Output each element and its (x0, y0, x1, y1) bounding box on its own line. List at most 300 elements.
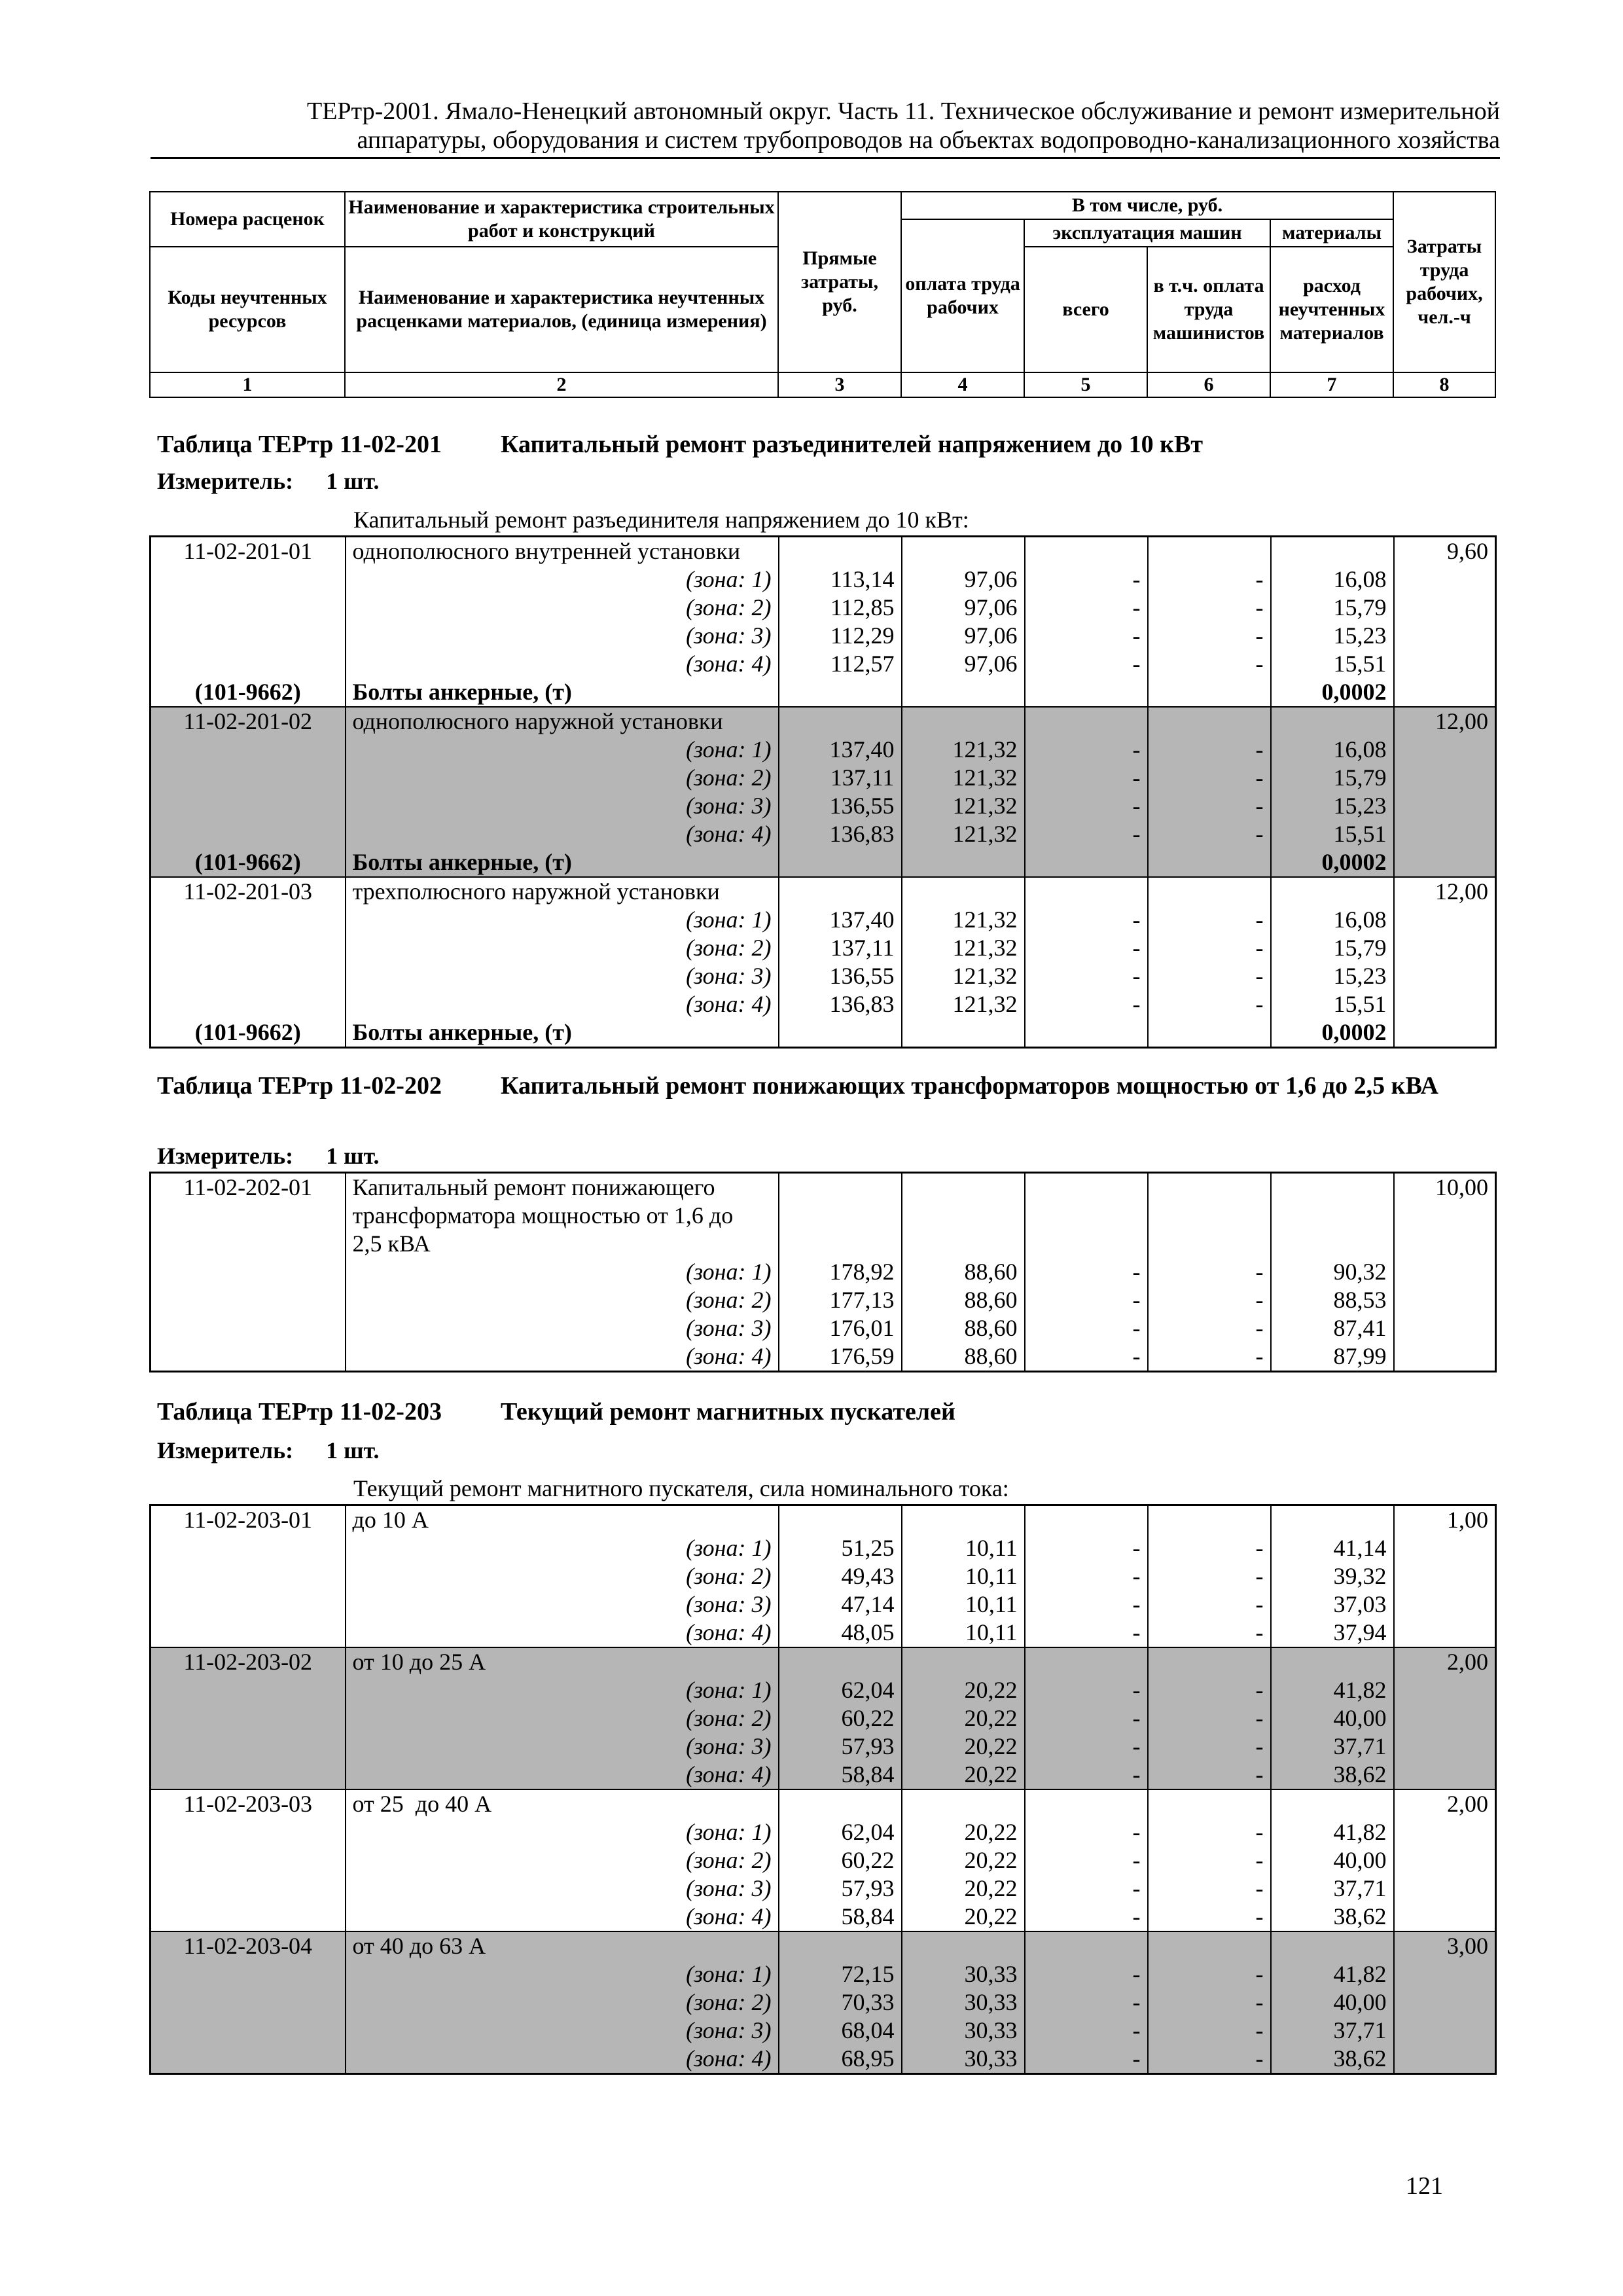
materials: 41,82 (1271, 1960, 1394, 1988)
machinist-pay: - (1148, 1534, 1271, 1562)
machine-total: - (1025, 1676, 1148, 1704)
col-number-7: 7 (1270, 372, 1393, 397)
resource-qty: 0,0002 (1271, 678, 1394, 707)
table-row (151, 792, 1496, 820)
section-note: Капитальный ремонт разъединителя напряжением до 10 кВт: (353, 507, 969, 533)
materials: 37,94 (1271, 1619, 1394, 1647)
machine-total: - (1025, 565, 1148, 594)
rate-name: до 10 А (346, 1505, 779, 1535)
table-title: Капитальный ремонт понижающих трансформаторов мощностью от 1,6 до 2,5 кВА (501, 1072, 1438, 1100)
materials: 90,32 (1271, 1258, 1394, 1286)
machinist-pay: - (1148, 1314, 1271, 1342)
table-row (151, 990, 1496, 1018)
materials: 16,08 (1271, 565, 1394, 594)
direct-cost: 137,40 (779, 736, 902, 764)
measure-label: Измеритель: (157, 468, 294, 494)
measure-line (157, 1437, 379, 1463)
rate-code: 11-02-201-02 (151, 707, 346, 736)
col-resource-codes: Коды неучтенных ресурсов (150, 247, 345, 372)
labor-cost: 10,00 (1394, 1173, 1496, 1259)
zone-label: (зона: 3) (346, 2017, 779, 2045)
machinist-pay: - (1148, 2045, 1271, 2074)
materials: 16,08 (1271, 906, 1394, 934)
col-materials-consumption: расход неучтенных материалов (1270, 247, 1393, 372)
running-header (151, 97, 1500, 159)
table-row (151, 1647, 1496, 1676)
materials: 15,79 (1271, 764, 1394, 792)
machine-total: - (1025, 1988, 1148, 2017)
section-title (157, 1071, 1486, 1101)
table-row (151, 1314, 1496, 1342)
table-title: Текущий ремонт магнитных пускателей (501, 1398, 955, 1426)
table-row (151, 1874, 1496, 1903)
col-number-3: 3 (778, 372, 901, 397)
resource-row (151, 848, 1496, 877)
materials: 16,08 (1271, 736, 1394, 764)
labor-pay: 88,60 (902, 1258, 1025, 1286)
resource-row (151, 678, 1496, 707)
zone-label: (зона: 4) (346, 2045, 779, 2074)
table-row (151, 1988, 1496, 2017)
machine-total: - (1025, 1314, 1148, 1342)
table-row (151, 934, 1496, 962)
rate-name: трехполюсного наружной установки (346, 877, 779, 906)
zone-label: (зона: 3) (346, 1732, 779, 1761)
labor-pay: 121,32 (902, 934, 1025, 962)
direct-cost: 176,01 (779, 1314, 902, 1342)
table-row (151, 1761, 1496, 1789)
col-material-name: Наименование и характеристика неучтенных расценками материалов, (единица измерения) (345, 247, 778, 372)
table-row (151, 1505, 1496, 1535)
materials: 15,79 (1271, 594, 1394, 622)
machine-total: - (1025, 1258, 1148, 1286)
materials: 40,00 (1271, 1704, 1394, 1732)
labor-pay: 20,22 (902, 1846, 1025, 1874)
materials: 40,00 (1271, 1846, 1394, 1874)
table-row (151, 1258, 1496, 1286)
machinist-pay: - (1148, 1704, 1271, 1732)
zone-label: (зона: 1) (346, 1676, 779, 1704)
machinist-pay: - (1148, 565, 1271, 594)
zone-label: (зона: 1) (346, 1534, 779, 1562)
zone-label: (зона: 2) (346, 1846, 779, 1874)
direct-cost: 72,15 (779, 1960, 902, 1988)
materials: 15,23 (1271, 622, 1394, 650)
machinist-pay: - (1148, 1562, 1271, 1590)
direct-cost: 60,22 (779, 1846, 902, 1874)
resource-name: Болты анкерные, (т) (346, 678, 779, 707)
rates-table (149, 1504, 1497, 2075)
direct-cost: 68,04 (779, 2017, 902, 2045)
labor-pay: 30,33 (902, 1960, 1025, 1988)
machinist-pay: - (1148, 1619, 1271, 1647)
measure-value: 1 шт. (326, 1437, 380, 1463)
zone-label: (зона: 4) (346, 1903, 779, 1931)
direct-cost: 136,83 (779, 820, 902, 848)
materials: 41,82 (1271, 1676, 1394, 1704)
direct-cost: 57,93 (779, 1874, 902, 1903)
labor-pay: 30,33 (902, 2017, 1025, 2045)
machine-total: - (1025, 1818, 1148, 1846)
labor-pay: 20,22 (902, 1704, 1025, 1732)
page-number: 121 (1406, 2172, 1443, 2200)
labor-pay: 97,06 (902, 650, 1025, 678)
labor-pay: 121,32 (902, 764, 1025, 792)
machinist-pay: - (1148, 2017, 1271, 2045)
labor-cost: 2,00 (1394, 1647, 1496, 1676)
zone-label: (зона: 4) (346, 1619, 779, 1647)
labor-pay: 10,11 (902, 1590, 1025, 1619)
materials: 38,62 (1271, 1903, 1394, 1931)
machine-total: - (1025, 594, 1148, 622)
labor-cost: 3,00 (1394, 1931, 1496, 1960)
labor-pay: 20,22 (902, 1732, 1025, 1761)
direct-cost: 47,14 (779, 1590, 902, 1619)
zone-label: (зона: 3) (346, 1590, 779, 1619)
rate-name: от 10 до 25 А (346, 1647, 779, 1676)
labor-pay: 10,11 (902, 1534, 1025, 1562)
column-header-table (149, 191, 1496, 398)
machine-total: - (1025, 1874, 1148, 1903)
col-work-name: Наименование и характеристика строительных работ и конструкций (345, 192, 778, 247)
labor-pay: 88,60 (902, 1342, 1025, 1372)
resource-code: (101-9662) (151, 678, 346, 707)
materials: 37,03 (1271, 1590, 1394, 1619)
table-row (151, 736, 1496, 764)
machinist-pay: - (1148, 1676, 1271, 1704)
table-row (151, 650, 1496, 678)
col-number-5: 5 (1024, 372, 1147, 397)
table-row (151, 1846, 1496, 1874)
table-row (151, 1960, 1496, 1988)
zone-label: (зона: 2) (346, 594, 779, 622)
labor-pay: 88,60 (902, 1286, 1025, 1314)
machine-total: - (1025, 1590, 1148, 1619)
labor-pay: 20,22 (902, 1761, 1025, 1789)
labor-pay: 121,32 (902, 962, 1025, 990)
labor-pay: 20,22 (902, 1903, 1025, 1931)
materials: 15,23 (1271, 962, 1394, 990)
measure-line (157, 1143, 379, 1169)
table-row (151, 906, 1496, 934)
resource-code: (101-9662) (151, 1018, 346, 1048)
machinist-pay: - (1148, 1258, 1271, 1286)
zone-label: (зона: 3) (346, 1314, 779, 1342)
table-row (151, 1903, 1496, 1931)
zone-label: (зона: 4) (346, 1761, 779, 1789)
table-row (151, 764, 1496, 792)
section-note: Текущий ремонт магнитного пускателя, сила номинального тока: (353, 1475, 1009, 1501)
materials: 41,82 (1271, 1818, 1394, 1846)
zone-label: (зона: 4) (346, 820, 779, 848)
direct-cost: 58,84 (779, 1903, 902, 1931)
materials: 38,62 (1271, 2045, 1394, 2074)
zone-label: (зона: 1) (346, 906, 779, 934)
col-materials: материалы (1270, 219, 1393, 247)
table-row (151, 2017, 1496, 2045)
materials: 39,32 (1271, 1562, 1394, 1590)
direct-cost: 57,93 (779, 1732, 902, 1761)
direct-cost: 62,04 (779, 1818, 902, 1846)
direct-cost: 178,92 (779, 1258, 902, 1286)
zone-label: (зона: 3) (346, 962, 779, 990)
col-machinist-pay: в т.ч. оплата труда машинистов (1147, 247, 1270, 372)
resource-code: (101-9662) (151, 848, 346, 877)
zone-label: (зона: 1) (346, 1960, 779, 1988)
table-row (151, 594, 1496, 622)
machine-total: - (1025, 1342, 1148, 1372)
machine-total: - (1025, 1903, 1148, 1931)
col-direct-costs: Прямые затраты, руб. (778, 192, 901, 372)
labor-pay: 121,32 (902, 820, 1025, 848)
direct-cost: 112,85 (779, 594, 902, 622)
labor-cost: 2,00 (1394, 1789, 1496, 1818)
col-number-6: 6 (1147, 372, 1270, 397)
labor-pay: 121,32 (902, 906, 1025, 934)
machinist-pay: - (1148, 1342, 1271, 1372)
materials: 41,14 (1271, 1534, 1394, 1562)
direct-cost: 112,29 (779, 622, 902, 650)
materials: 15,51 (1271, 820, 1394, 848)
zone-label: (зона: 1) (346, 1818, 779, 1846)
zone-label: (зона: 2) (346, 1704, 779, 1732)
table-row (151, 1562, 1496, 1590)
labor-pay: 20,22 (902, 1818, 1025, 1846)
rate-code: 11-02-203-02 (151, 1647, 346, 1676)
machinist-pay: - (1148, 934, 1271, 962)
table-row (151, 962, 1496, 990)
section-title (157, 1397, 1486, 1427)
table-row (151, 622, 1496, 650)
table-row (151, 1534, 1496, 1562)
materials: 40,00 (1271, 1988, 1394, 2017)
labor-cost: 9,60 (1394, 537, 1496, 566)
direct-cost: 137,11 (779, 934, 902, 962)
table-code: Таблица ТЕРтр 11-02-203 (157, 1398, 442, 1426)
table-row (151, 1818, 1496, 1846)
machinist-pay: - (1148, 1590, 1271, 1619)
direct-cost: 60,22 (779, 1704, 902, 1732)
table-row (151, 820, 1496, 848)
machinist-pay: - (1148, 736, 1271, 764)
table-row (151, 1931, 1496, 1960)
rate-name: однополюсного внутренней установки (346, 537, 779, 566)
col-machine-ops: эксплуатация машин (1024, 219, 1270, 247)
rate-code: 11-02-201-03 (151, 877, 346, 906)
direct-cost: 49,43 (779, 1562, 902, 1590)
zone-label: (зона: 4) (346, 650, 779, 678)
zone-label: (зона: 4) (346, 1342, 779, 1372)
direct-cost: 177,13 (779, 1286, 902, 1314)
table-row (151, 1704, 1496, 1732)
machinist-pay: - (1148, 1761, 1271, 1789)
zone-label: (зона: 2) (346, 1988, 779, 2017)
resource-qty: 0,0002 (1271, 848, 1394, 877)
machinist-pay: - (1148, 1903, 1271, 1931)
table-row (151, 1676, 1496, 1704)
machine-total: - (1025, 1704, 1148, 1732)
machine-total: - (1025, 2017, 1148, 2045)
labor-pay: 10,11 (902, 1619, 1025, 1647)
machinist-pay: - (1148, 650, 1271, 678)
table-row (151, 1173, 1496, 1259)
col-machine-total: всего (1024, 247, 1147, 372)
machine-total: - (1025, 1619, 1148, 1647)
rate-code: 11-02-201-01 (151, 537, 346, 566)
machine-total: - (1025, 1534, 1148, 1562)
zone-label: (зона: 3) (346, 1874, 779, 1903)
machine-total: - (1025, 764, 1148, 792)
direct-cost: 62,04 (779, 1676, 902, 1704)
direct-cost: 136,55 (779, 962, 902, 990)
zone-label: (зона: 3) (346, 622, 779, 650)
zone-label: (зона: 4) (346, 990, 779, 1018)
direct-cost: 68,95 (779, 2045, 902, 2074)
table-row (151, 537, 1496, 566)
direct-cost: 176,59 (779, 1342, 902, 1372)
labor-pay: 121,32 (902, 736, 1025, 764)
labor-pay: 97,06 (902, 565, 1025, 594)
direct-cost: 51,25 (779, 1534, 902, 1562)
table-row (151, 1342, 1496, 1372)
machine-total: - (1025, 2045, 1148, 2074)
measure-value: 1 шт. (326, 1143, 380, 1169)
table-row (151, 1619, 1496, 1647)
col-number-1: 1 (150, 372, 345, 397)
rate-code: 11-02-202-01 (151, 1173, 346, 1259)
direct-cost: 137,11 (779, 764, 902, 792)
machinist-pay: - (1148, 1874, 1271, 1903)
materials: 87,41 (1271, 1314, 1394, 1342)
materials: 37,71 (1271, 1874, 1394, 1903)
rate-code: 11-02-203-04 (151, 1931, 346, 1960)
machine-total: - (1025, 1286, 1148, 1314)
direct-cost: 70,33 (779, 1988, 902, 2017)
machine-total: - (1025, 1960, 1148, 1988)
zone-label: (зона: 1) (346, 736, 779, 764)
machine-total: - (1025, 1761, 1148, 1789)
machinist-pay: - (1148, 820, 1271, 848)
zone-label: (зона: 2) (346, 934, 779, 962)
direct-cost: 48,05 (779, 1619, 902, 1647)
direct-cost: 137,40 (779, 906, 902, 934)
rate-code: 11-02-203-01 (151, 1505, 346, 1535)
table-code: Таблица ТЕРтр 11-02-201 (157, 431, 442, 458)
col-number-4: 4 (901, 372, 1024, 397)
machine-total: - (1025, 1846, 1148, 1874)
materials: 15,23 (1271, 792, 1394, 820)
machine-total: - (1025, 990, 1148, 1018)
resource-qty: 0,0002 (1271, 1018, 1394, 1048)
machinist-pay: - (1148, 622, 1271, 650)
machinist-pay: - (1148, 764, 1271, 792)
machine-total: - (1025, 650, 1148, 678)
measure-value: 1 шт. (326, 468, 380, 494)
labor-pay: 88,60 (902, 1314, 1025, 1342)
table-row (151, 565, 1496, 594)
rate-name: Капитальный ремонт понижающего трансформатора мощностью от 1,6 до 2,5 кВА (346, 1173, 779, 1259)
zone-label: (зона: 3) (346, 792, 779, 820)
direct-cost: 113,14 (779, 565, 902, 594)
zone-label: (зона: 1) (346, 565, 779, 594)
direct-cost: 58,84 (779, 1761, 902, 1789)
labor-pay: 20,22 (902, 1874, 1025, 1903)
labor-pay: 97,06 (902, 622, 1025, 650)
labor-pay: 121,32 (902, 990, 1025, 1018)
zone-label: (зона: 1) (346, 1258, 779, 1286)
section-title (157, 429, 1486, 459)
machinist-pay: - (1148, 962, 1271, 990)
machine-total: - (1025, 792, 1148, 820)
table-row (151, 1732, 1496, 1761)
resource-row (151, 1018, 1496, 1048)
machine-total: - (1025, 622, 1148, 650)
table-code: Таблица ТЕРтр 11-02-202 (157, 1072, 442, 1100)
direct-cost: 136,83 (779, 990, 902, 1018)
resource-name: Болты анкерные, (т) (346, 848, 779, 877)
materials: 15,51 (1271, 650, 1394, 678)
rate-code: 11-02-203-03 (151, 1789, 346, 1818)
measure-label: Измеритель: (157, 1437, 294, 1463)
machine-total: - (1025, 1562, 1148, 1590)
materials: 37,71 (1271, 1732, 1394, 1761)
running-header-line2: аппаратуры, оборудования и систем трубопроводов на объектах водопроводно-канализационного хозяйства (357, 126, 1500, 154)
col-number-2: 2 (345, 372, 778, 397)
rates-table (149, 1172, 1497, 1372)
machine-total: - (1025, 962, 1148, 990)
table-row (151, 877, 1496, 906)
materials: 38,62 (1271, 1761, 1394, 1789)
table-row (151, 1590, 1496, 1619)
materials: 37,71 (1271, 2017, 1394, 2045)
machinist-pay: - (1148, 594, 1271, 622)
machinist-pay: - (1148, 1818, 1271, 1846)
rates-table (149, 535, 1497, 1049)
machinist-pay: - (1148, 1960, 1271, 1988)
direct-cost: 136,55 (779, 792, 902, 820)
resource-name: Болты анкерные, (т) (346, 1018, 779, 1048)
col-number-8: 8 (1393, 372, 1495, 397)
machine-total: - (1025, 906, 1148, 934)
direct-cost: 112,57 (779, 650, 902, 678)
machinist-pay: - (1148, 792, 1271, 820)
machine-total: - (1025, 1732, 1148, 1761)
labor-cost: 12,00 (1394, 707, 1496, 736)
materials: 88,53 (1271, 1286, 1394, 1314)
labor-pay: 10,11 (902, 1562, 1025, 1590)
zone-label: (зона: 2) (346, 764, 779, 792)
col-including: В том числе, руб. (901, 192, 1393, 219)
machinist-pay: - (1148, 906, 1271, 934)
col-rate-numbers: Номера расценок (150, 192, 345, 247)
measure-label: Измеритель: (157, 1143, 294, 1169)
machinist-pay: - (1148, 1286, 1271, 1314)
machinist-pay: - (1148, 1732, 1271, 1761)
measure-line (157, 468, 379, 494)
machinist-pay: - (1148, 990, 1271, 1018)
rate-name: однополюсного наружной установки (346, 707, 779, 736)
machine-total: - (1025, 736, 1148, 764)
rate-name: от 40 до 63 А (346, 1931, 779, 1960)
table-row (151, 1286, 1496, 1314)
table-row (151, 2045, 1496, 2074)
rate-name: от 25 до 40 А (346, 1789, 779, 1818)
labor-pay: 20,22 (902, 1676, 1025, 1704)
machinist-pay: - (1148, 1988, 1271, 2017)
col-labor-cost: Затраты труда рабочих, чел.-ч (1393, 192, 1495, 372)
zone-label: (зона: 2) (346, 1286, 779, 1314)
labor-pay: 30,33 (902, 2045, 1025, 2074)
